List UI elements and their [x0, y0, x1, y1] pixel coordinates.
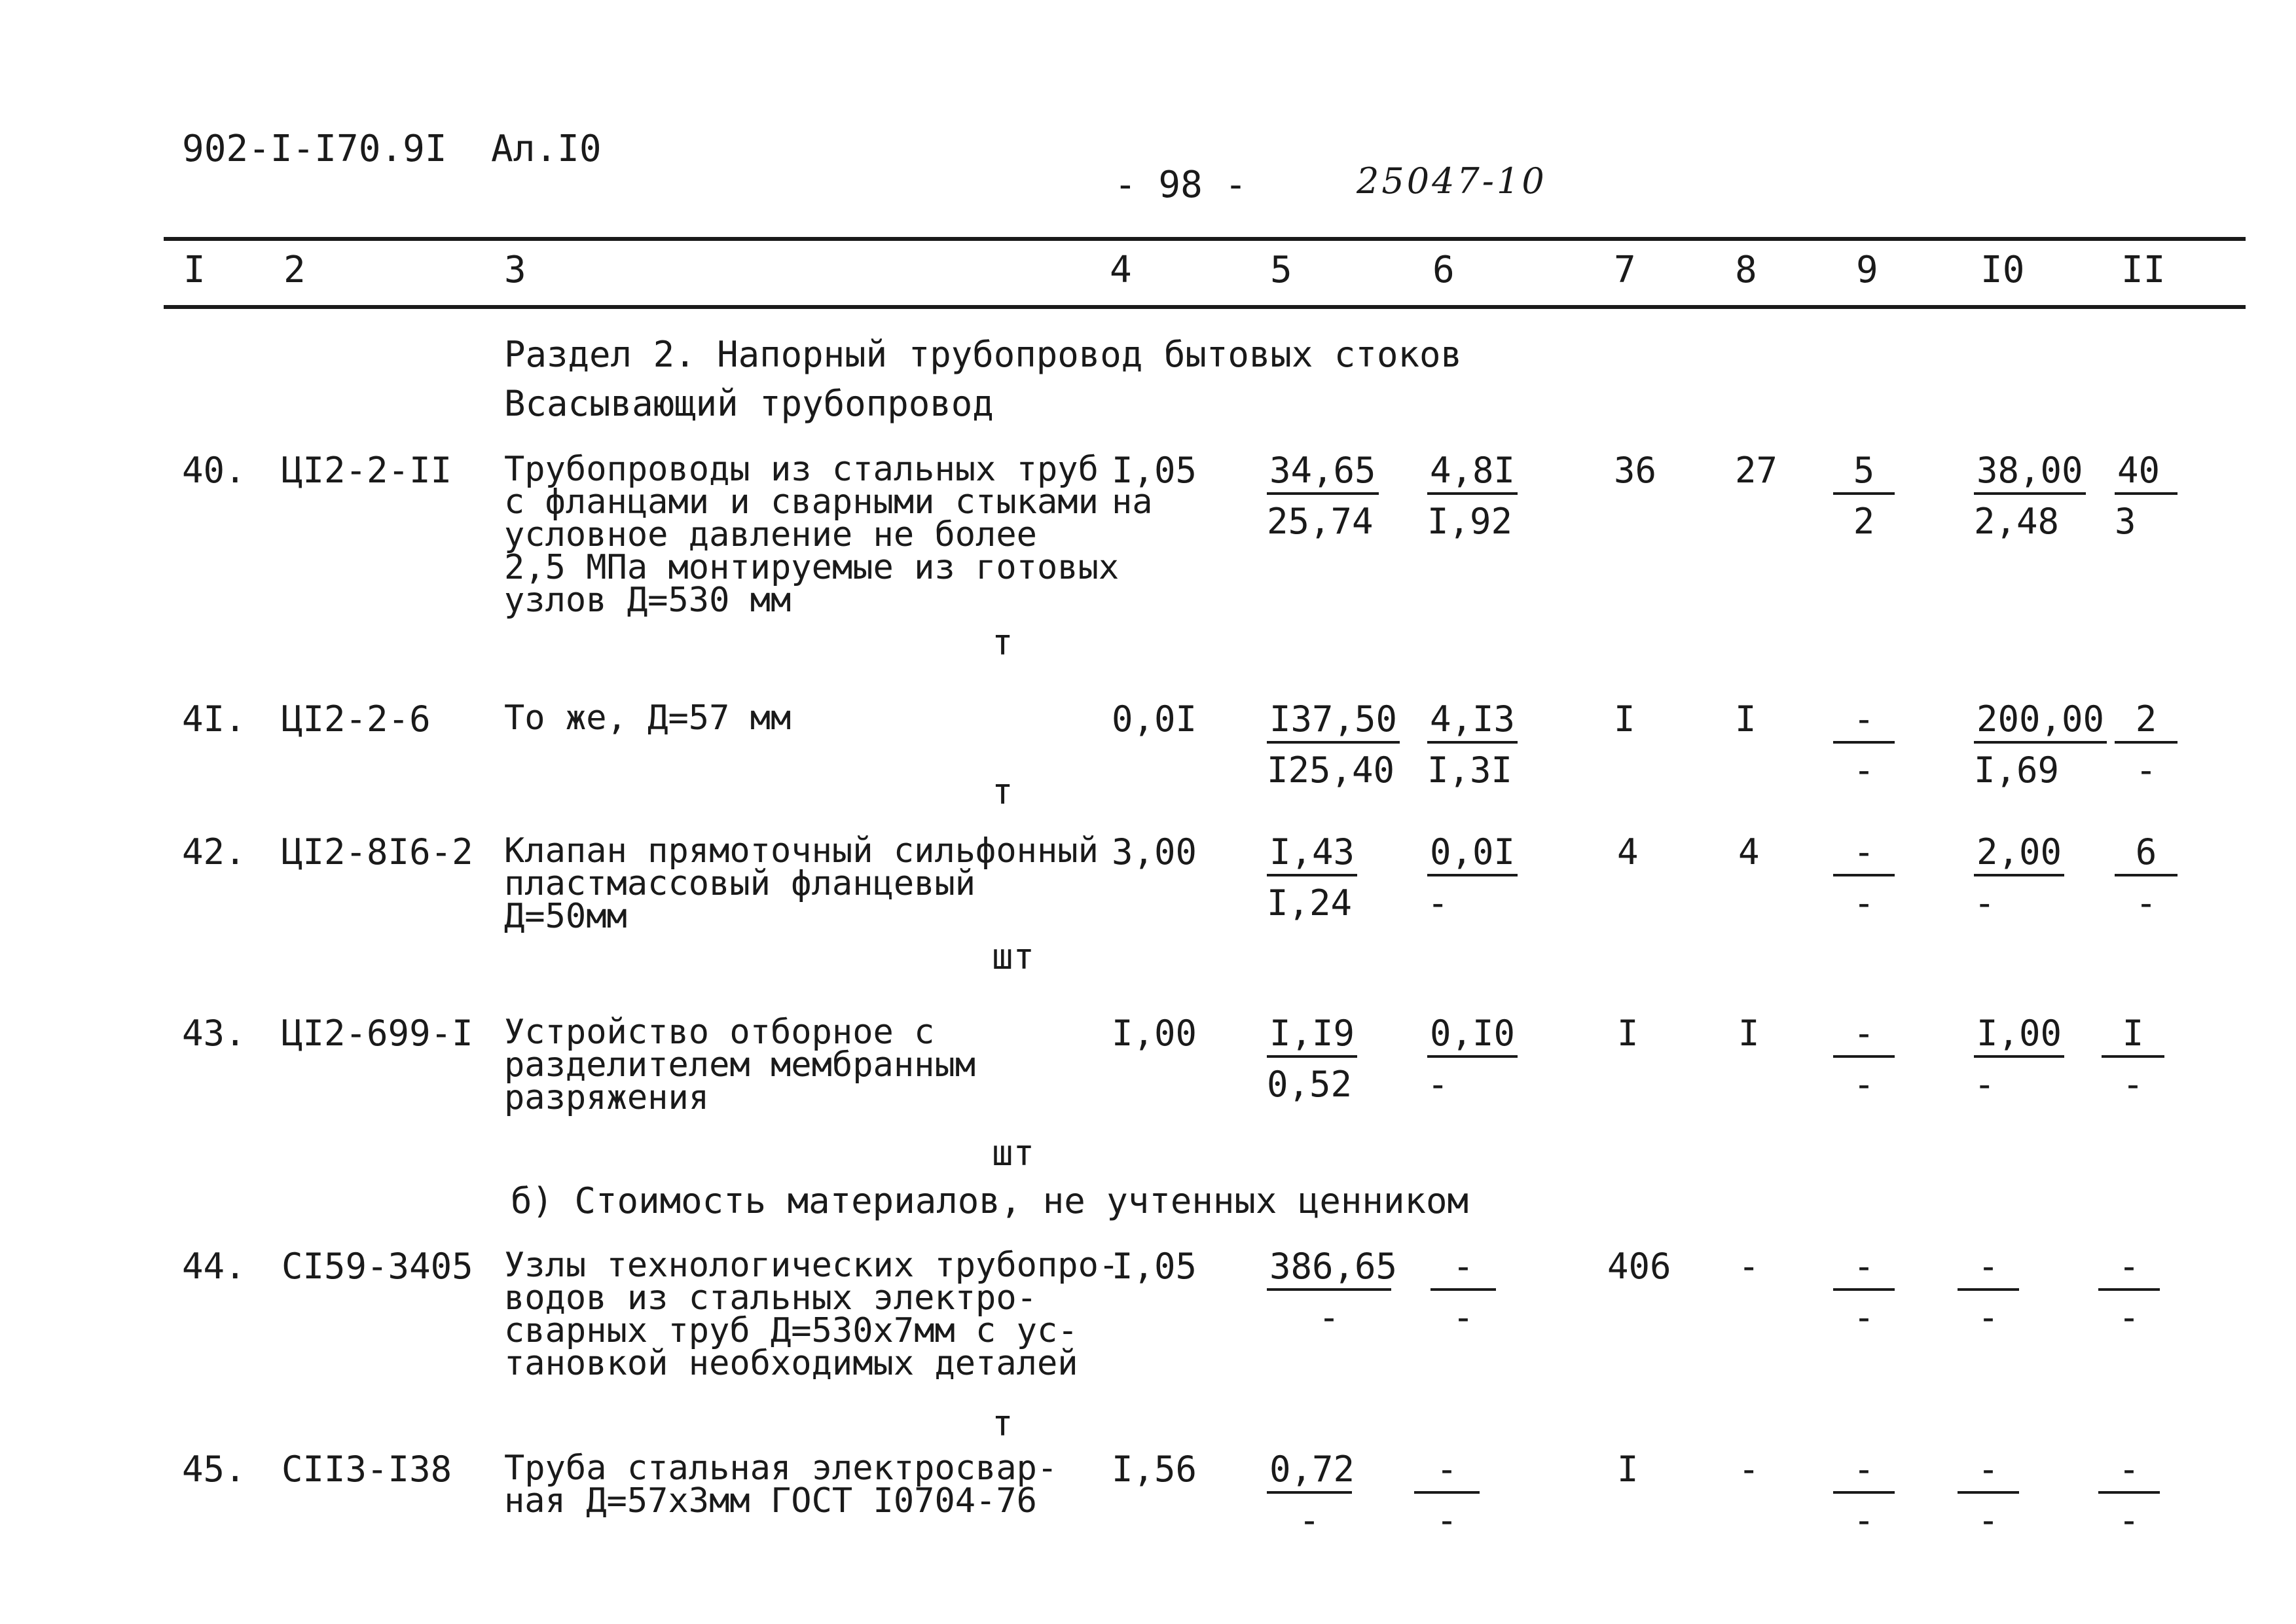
col5-fraction: 0,72 -: [1267, 1452, 1352, 1538]
row-number: 43.: [182, 1013, 246, 1054]
row-quantity: 0,0I: [1112, 698, 1197, 740]
col11-fraction: 6 -: [2115, 835, 2178, 921]
col7-value: I: [1617, 1449, 1639, 1490]
row-unit: шт: [992, 1132, 1035, 1174]
col11-fraction: 2 -: [2115, 702, 2178, 788]
col5-fraction: 386,65 -: [1267, 1249, 1391, 1335]
col10-fraction: - -: [1958, 1249, 2019, 1335]
row-code: CI59-3405: [282, 1246, 473, 1287]
row-unit: т: [992, 1403, 1013, 1444]
col-header-10: I0: [1980, 249, 2025, 291]
table-top-rule: [164, 237, 2246, 241]
row-quantity-suffix: на: [1112, 482, 1153, 522]
col9-fraction: - -: [1833, 1016, 1895, 1102]
row-unit: шт: [992, 936, 1035, 977]
row-description: Трубопроводы из стальных труб с фланцами и сварными стыками условное давление не более 2,5 МПа монтируемые из готовых узлов Д=530 мм: [504, 450, 1120, 620]
col7-value: 36: [1614, 450, 1657, 491]
row-quantity: 3,00: [1112, 831, 1197, 873]
col8-value: I: [1738, 1013, 1760, 1054]
row-description: Устройство отборное с разделителем мембранным разряжения: [504, 1013, 976, 1117]
col6-fraction: 0,0I -: [1427, 835, 1518, 921]
col-header-1: I: [183, 249, 206, 291]
col10-fraction: I,00 -: [1974, 1016, 2064, 1102]
row-description: Клапан прямоточный сильфонный пластмассовый фланцевый Д=50мм: [504, 831, 1099, 936]
col-header-9: 9: [1856, 249, 1878, 291]
col9-fraction: - -: [1833, 702, 1895, 788]
row-unit: т: [992, 771, 1013, 812]
section-title: Раздел 2. Напорный трубопровод бытовых стоков: [504, 334, 1462, 375]
row-number: 44.: [182, 1246, 246, 1287]
col5-fraction: $\frac{I37,50}{I25,40}$: [1267, 702, 1400, 788]
col9-fraction: $\frac{5}{2}$: [1833, 453, 1895, 539]
row-quantity: I,05: [1112, 1246, 1197, 1287]
handwritten-sheet-number: 25047-10: [1357, 160, 1547, 202]
col9-fraction: - -: [1833, 1452, 1895, 1538]
row-quantity: I,05: [1112, 450, 1197, 491]
row-description: То же, Д=57 мм: [504, 698, 792, 738]
col8-value: 4: [1738, 831, 1760, 873]
col-header-2: 2: [283, 249, 306, 291]
col11-fraction: $\frac{40}{3}$: [2115, 453, 2178, 539]
row-number: 45.: [182, 1449, 246, 1490]
section-subtitle: Всасывающий трубопровод: [504, 383, 994, 424]
col5-fraction: $\frac{I,I9}{0,52}$: [1267, 1016, 1357, 1102]
col10-fraction: 2,00 -: [1974, 835, 2064, 921]
col8-value: I: [1735, 698, 1757, 740]
col11-fraction: - -: [2098, 1452, 2160, 1538]
row-quantity: I,00: [1112, 1013, 1197, 1054]
col10-fraction: - -: [1958, 1452, 2019, 1538]
row-code: ЦI2-699-I: [282, 1013, 473, 1054]
row-number: 42.: [182, 831, 246, 873]
col-header-5: 5: [1270, 249, 1292, 291]
col7-value: 406: [1607, 1246, 1671, 1287]
document-code: 902-I-I70.9I Ал.I0: [182, 128, 602, 170]
row-quantity: I,56: [1112, 1449, 1197, 1490]
col9-fraction: - -: [1833, 1249, 1895, 1335]
col10-fraction: $\frac{38,00}{2,48}$: [1974, 453, 2086, 539]
col-header-7: 7: [1614, 249, 1636, 291]
col-header-6: 6: [1432, 249, 1455, 291]
col7-value: I: [1614, 698, 1635, 740]
col6-fraction: 0,I0 -: [1427, 1016, 1518, 1102]
col6-fraction: - -: [1414, 1452, 1480, 1538]
subsection-heading: б) Стоимость материалов, не учтенных ценником: [511, 1180, 1468, 1221]
col6-fraction: $\frac{4,I3}{I,3I}$: [1427, 702, 1518, 788]
col11-fraction: I -: [2102, 1016, 2164, 1102]
row-code: ЦI2-2-6: [282, 698, 431, 740]
row-code: ЦI2-8I6-2: [282, 831, 473, 873]
col6-fraction: $\frac{4,8I}{I,92}$: [1427, 453, 1518, 539]
col-header-11: II: [2121, 249, 2166, 291]
col-header-4: 4: [1110, 249, 1132, 291]
col5-fraction: $\frac{I,43}{I,24}$: [1267, 835, 1357, 921]
col-header-3: 3: [504, 249, 526, 291]
col11-fraction: - -: [2098, 1249, 2160, 1335]
col7-value: I: [1617, 1013, 1639, 1054]
page-number: - 98 -: [1114, 164, 1247, 206]
col10-fraction: $\frac{200,00}{I,69}$: [1974, 702, 2107, 788]
col9-fraction: - -: [1833, 835, 1895, 921]
row-description: Узлы технологических трубопро- водов из стальных электро- сварных труб Д=530х7мм с ус- тановкой необходимых деталей: [504, 1246, 1120, 1383]
row-code: ЦI2-2-II: [282, 450, 452, 491]
col8-value: -: [1738, 1449, 1760, 1490]
col8-value: -: [1738, 1246, 1760, 1287]
row-code: CII3-I38: [282, 1449, 452, 1490]
row-description: Труба стальная электросвар- ная Д=57х3мм ГОСТ I0704-76: [504, 1449, 1058, 1521]
col8-value: 27: [1735, 450, 1778, 491]
col6-fraction: - -: [1430, 1249, 1496, 1335]
col5-fraction: $\frac{34,65}{25,74}$: [1267, 453, 1379, 539]
row-number: 4I.: [182, 698, 246, 740]
table-header-rule: [164, 305, 2246, 309]
col7-value: 4: [1617, 831, 1639, 873]
row-unit: т: [992, 622, 1013, 663]
col-header-8: 8: [1735, 249, 1757, 291]
row-number: 40.: [182, 450, 246, 491]
